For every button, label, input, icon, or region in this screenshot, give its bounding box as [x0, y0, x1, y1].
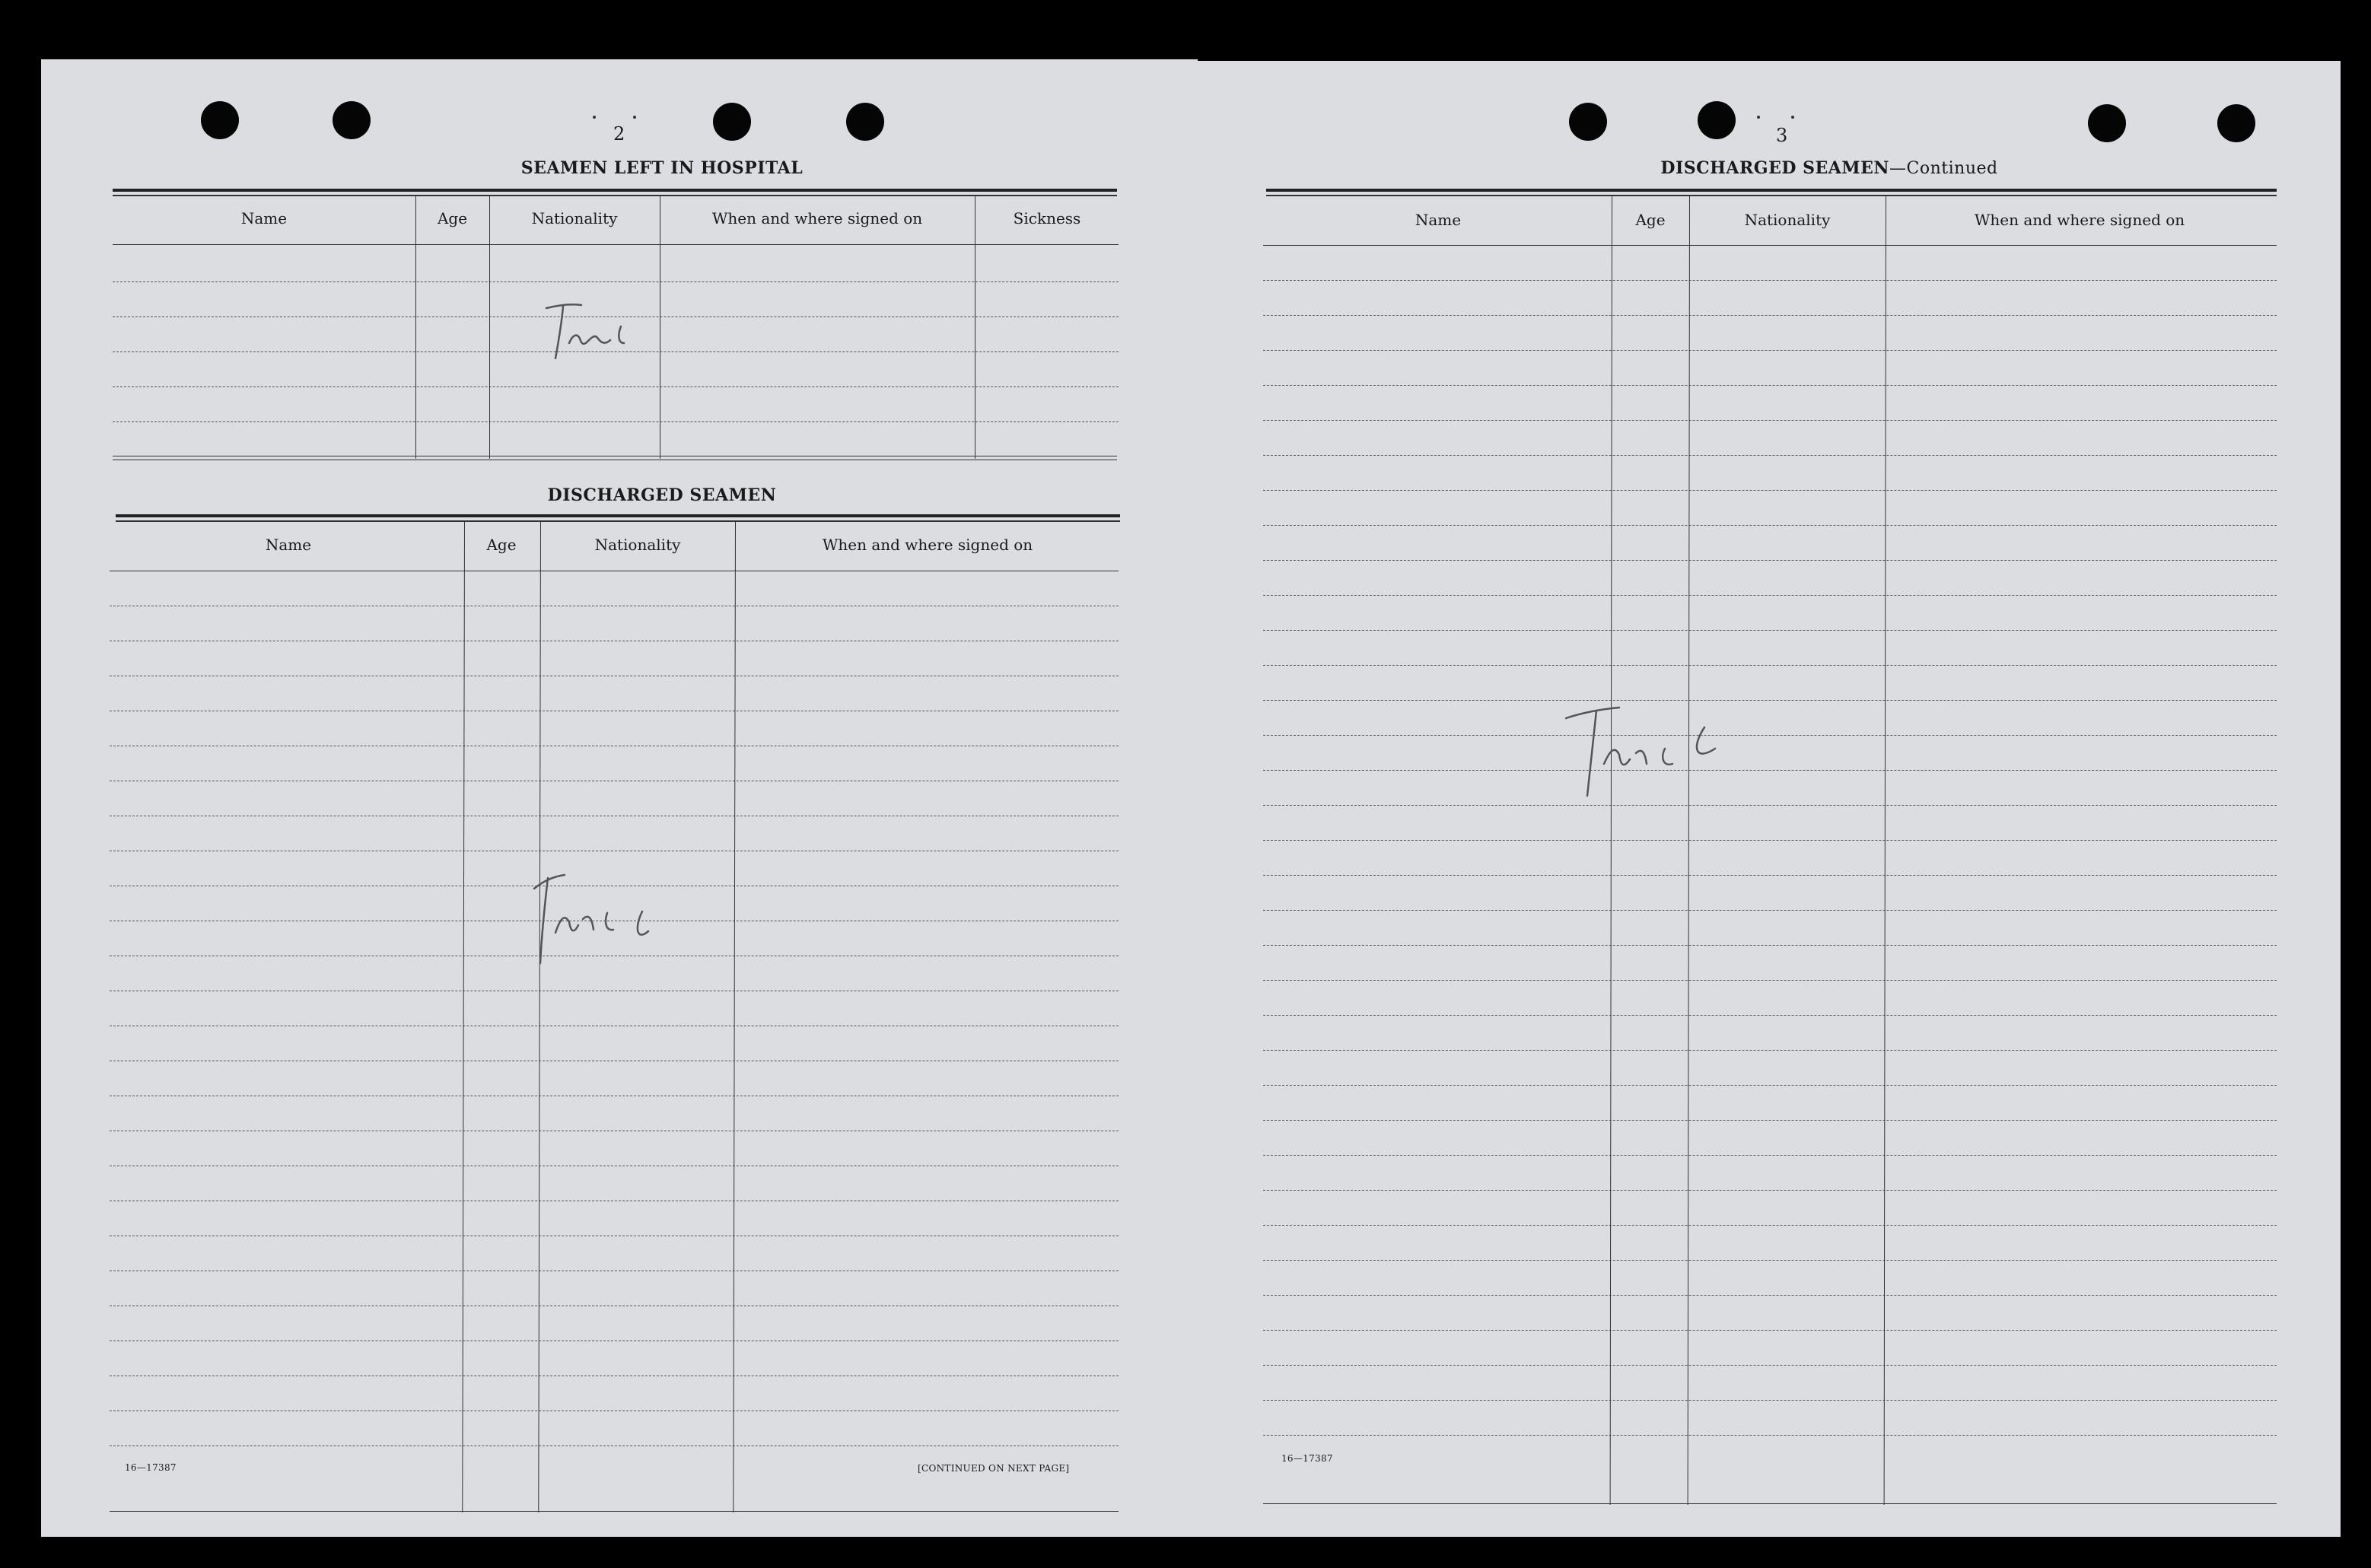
column-header-nationality: Nationality [594, 536, 681, 554]
row-line [1263, 385, 2277, 386]
header-separator [1263, 245, 2277, 246]
row-line [1263, 1260, 2277, 1261]
row-line [1263, 1225, 2277, 1226]
punch-hole [713, 103, 751, 141]
column-header-nationality: Nationality [531, 209, 618, 227]
header-separator [113, 244, 1119, 245]
row-line [1263, 1120, 2277, 1121]
row-line [1263, 315, 2277, 316]
row-line [1263, 1400, 2277, 1401]
column-divider [733, 522, 736, 1512]
punch-hole [201, 101, 239, 139]
row-line [1263, 490, 2277, 491]
row-line [1263, 525, 2277, 526]
column-header-age: Age [486, 536, 517, 554]
row-line [1263, 945, 2277, 946]
column-header-name: Name [1415, 211, 1462, 229]
row-line [1263, 595, 2277, 596]
form-number: 16—17387 [125, 1462, 177, 1473]
column-header-age: Age [1635, 211, 1666, 229]
speck [593, 116, 596, 119]
table-bottom-rule [110, 1511, 1119, 1512]
table-top-rule [113, 195, 1117, 196]
row-line [1263, 735, 2277, 736]
page-number: 2 [613, 123, 625, 145]
table-top-rule [1266, 195, 2277, 196]
column-divider [489, 196, 490, 459]
row-line [1263, 350, 2277, 351]
handwritten-nil [528, 828, 665, 972]
row-line [1263, 910, 2277, 911]
row-line [1263, 700, 2277, 701]
column-header-when-where: When and where signed on [711, 209, 923, 227]
column-header-name: Name [265, 536, 312, 554]
handwritten-nil [1563, 685, 1730, 806]
section-title-suffix: —Continued [1889, 159, 1998, 178]
row-line [1263, 840, 2277, 841]
row-line [1263, 805, 2277, 806]
right-page [1198, 61, 2341, 1537]
row-line [1263, 1365, 2277, 1366]
table-top-rule [113, 189, 1117, 192]
punch-hole [2088, 104, 2126, 142]
discharged-continued-title [1563, 158, 2096, 178]
row-line [113, 386, 1119, 387]
punch-hole [1569, 103, 1607, 141]
table-top-rule [116, 520, 1120, 522]
row-line [1263, 875, 2277, 876]
row-line [1263, 980, 2277, 981]
row-line [1263, 770, 2277, 771]
row-line [1263, 630, 2277, 631]
row-line [1263, 1155, 2277, 1156]
column-divider [1610, 196, 1612, 1505]
punch-hole [333, 101, 371, 139]
table-bottom-rule [1263, 1503, 2277, 1504]
column-divider [415, 196, 416, 459]
punch-hole [846, 103, 884, 141]
speck [1791, 116, 1794, 119]
continued-note: [CONTINUED ON NEXT PAGE] [918, 1463, 1070, 1474]
row-line [1263, 665, 2277, 666]
table-top-rule [116, 514, 1120, 517]
row-line [1263, 1330, 2277, 1331]
row-line [1263, 1435, 2277, 1436]
row-line [113, 421, 1119, 422]
speck [633, 116, 636, 119]
column-header-when-where: When and where signed on [822, 536, 1033, 554]
form-number: 16—17387 [1281, 1453, 1333, 1464]
row-line [1263, 1085, 2277, 1086]
discharged-section-title: DISCHARGED SEAMEN [547, 485, 777, 505]
row-line [1263, 1050, 2277, 1051]
column-divider [1884, 196, 1886, 1505]
row-line [1263, 280, 2277, 281]
page-number: 3 [1776, 125, 1788, 146]
table-top-rule [1266, 189, 2277, 192]
column-divider [538, 522, 541, 1512]
punch-hole [1698, 101, 1736, 139]
column-header-when-where: When and where signed on [1974, 211, 2185, 229]
hospital-section-title: SEAMEN LEFT IN HOSPITAL [520, 158, 804, 178]
row-line [1263, 560, 2277, 561]
punch-hole [2217, 104, 2255, 142]
section-title: DISCHARGED SEAMEN [1660, 158, 1890, 178]
row-line [1263, 420, 2277, 421]
column-divider [462, 522, 465, 1512]
row-line [1263, 455, 2277, 456]
row-line [1263, 1190, 2277, 1191]
column-header-nationality: Nationality [1744, 211, 1831, 229]
row-line [113, 281, 1119, 282]
row-line [1263, 1015, 2277, 1016]
speck [1757, 116, 1760, 119]
column-header-name: Name [240, 209, 288, 227]
column-divider [1688, 196, 1690, 1505]
row-line [1263, 1295, 2277, 1296]
left-page [41, 59, 1198, 1537]
handwritten-nil [542, 299, 641, 367]
column-header-age: Age [437, 209, 468, 227]
column-header-sickness: Sickness [1013, 209, 1081, 227]
